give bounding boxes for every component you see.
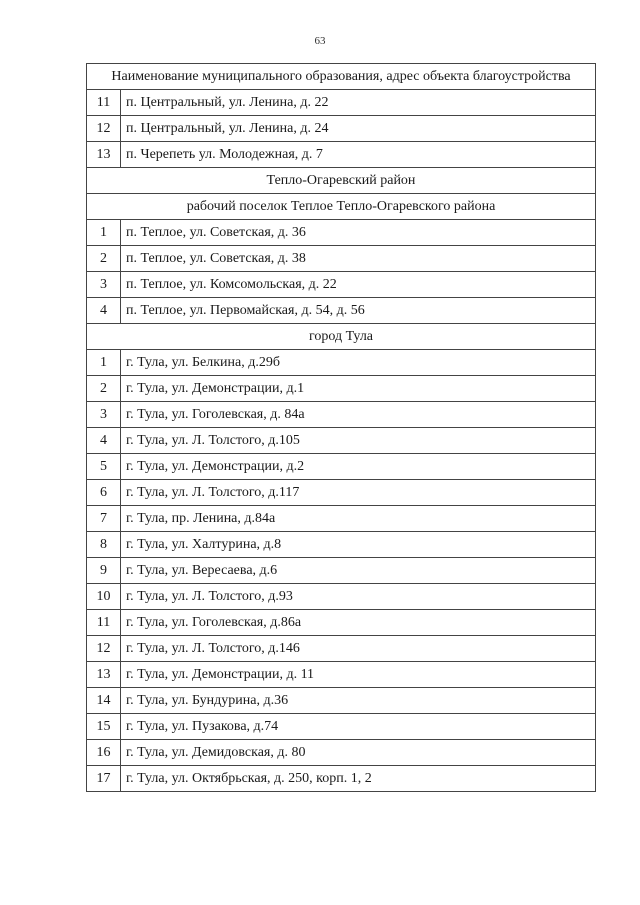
table-row <box>87 454 596 480</box>
table-row <box>87 740 596 766</box>
row-number: 7 <box>87 506 121 532</box>
table-body <box>87 90 596 792</box>
table-row <box>87 584 596 610</box>
table-row <box>87 558 596 584</box>
row-number: 17 <box>87 766 121 792</box>
row-address: г. Тула, ул. Белкина, д.29б <box>121 350 596 376</box>
row-number: 4 <box>87 428 121 454</box>
row-address: г. Тула, ул. Халтурина, д.8 <box>121 532 596 558</box>
section-row <box>87 168 596 194</box>
row-number: 16 <box>87 740 121 766</box>
table-row <box>87 116 596 142</box>
address-table <box>86 63 596 792</box>
row-address: п. Теплое, ул. Советская, д. 36 <box>121 220 596 246</box>
row-address: г. Тула, ул. Л. Толстого, д.146 <box>121 636 596 662</box>
row-address: г. Тула, ул. Пузакова, д.74 <box>121 714 596 740</box>
row-address: г. Тула, ул. Гоголевская, д. 84а <box>121 402 596 428</box>
section-title: Тепло-Огаревский район <box>87 168 596 194</box>
row-address: г. Тула, ул. Демонстрации, д.2 <box>121 454 596 480</box>
row-address: г. Тула, ул. Бундурина, д.36 <box>121 688 596 714</box>
table-row <box>87 272 596 298</box>
table-row <box>87 298 596 324</box>
table-row <box>87 688 596 714</box>
row-number: 4 <box>87 298 121 324</box>
table-row <box>87 428 596 454</box>
table-row <box>87 766 596 792</box>
row-number: 3 <box>87 402 121 428</box>
table-header: Наименование муниципального образования, адрес объекта благоустройства <box>87 64 596 90</box>
table-row <box>87 636 596 662</box>
row-number: 13 <box>87 662 121 688</box>
row-number: 11 <box>87 90 121 116</box>
row-number: 14 <box>87 688 121 714</box>
row-address: п. Центральный, ул. Ленина, д. 24 <box>121 116 596 142</box>
row-address: г. Тула, ул. Л. Толстого, д.93 <box>121 584 596 610</box>
table-header-row <box>87 64 596 90</box>
row-address: г. Тула, ул. Октябрьская, д. 250, корп. 1, 2 <box>121 766 596 792</box>
row-address: п. Теплое, ул. Советская, д. 38 <box>121 246 596 272</box>
row-address: п. Черепеть ул. Молодежная, д. 7 <box>121 142 596 168</box>
row-number: 12 <box>87 636 121 662</box>
row-number: 8 <box>87 532 121 558</box>
table-row <box>87 90 596 116</box>
table-row <box>87 376 596 402</box>
row-address: п. Теплое, ул. Первомайская, д. 54, д. 56 <box>121 298 596 324</box>
row-number: 5 <box>87 454 121 480</box>
row-number: 1 <box>87 350 121 376</box>
table-row <box>87 480 596 506</box>
row-number: 2 <box>87 376 121 402</box>
row-number: 6 <box>87 480 121 506</box>
row-number: 2 <box>87 246 121 272</box>
table-row <box>87 532 596 558</box>
section-title: город Тула <box>87 324 596 350</box>
table-row <box>87 142 596 168</box>
table-row <box>87 402 596 428</box>
table-row <box>87 350 596 376</box>
row-number: 12 <box>87 116 121 142</box>
section-row <box>87 324 596 350</box>
row-number: 11 <box>87 610 121 636</box>
page-number: 63 <box>314 35 326 47</box>
row-number: 1 <box>87 220 121 246</box>
row-address: г. Тула, ул. Демидовская, д. 80 <box>121 740 596 766</box>
row-number: 13 <box>87 142 121 168</box>
row-address: г. Тула, ул. Демонстрации, д. 11 <box>121 662 596 688</box>
row-address: п. Центральный, ул. Ленина, д. 22 <box>121 90 596 116</box>
table-row <box>87 662 596 688</box>
table-row <box>87 246 596 272</box>
row-address: г. Тула, ул. Л. Толстого, д.105 <box>121 428 596 454</box>
row-address: г. Тула, ул. Демонстрации, д.1 <box>121 376 596 402</box>
table-row <box>87 610 596 636</box>
row-number: 9 <box>87 558 121 584</box>
row-address: г. Тула, ул. Л. Толстого, д.117 <box>121 480 596 506</box>
row-number: 3 <box>87 272 121 298</box>
table-row <box>87 220 596 246</box>
section-title: рабочий поселок Теплое Тепло-Огаревского района <box>87 194 596 220</box>
row-number: 10 <box>87 584 121 610</box>
row-address: г. Тула, ул. Вересаева, д.6 <box>121 558 596 584</box>
table-row <box>87 506 596 532</box>
row-address: п. Теплое, ул. Комсомольская, д. 22 <box>121 272 596 298</box>
row-number: 15 <box>87 714 121 740</box>
section-row <box>87 194 596 220</box>
table-row <box>87 714 596 740</box>
row-address: г. Тула, пр. Ленина, д.84а <box>121 506 596 532</box>
row-address: г. Тула, ул. Гоголевская, д.86а <box>121 610 596 636</box>
